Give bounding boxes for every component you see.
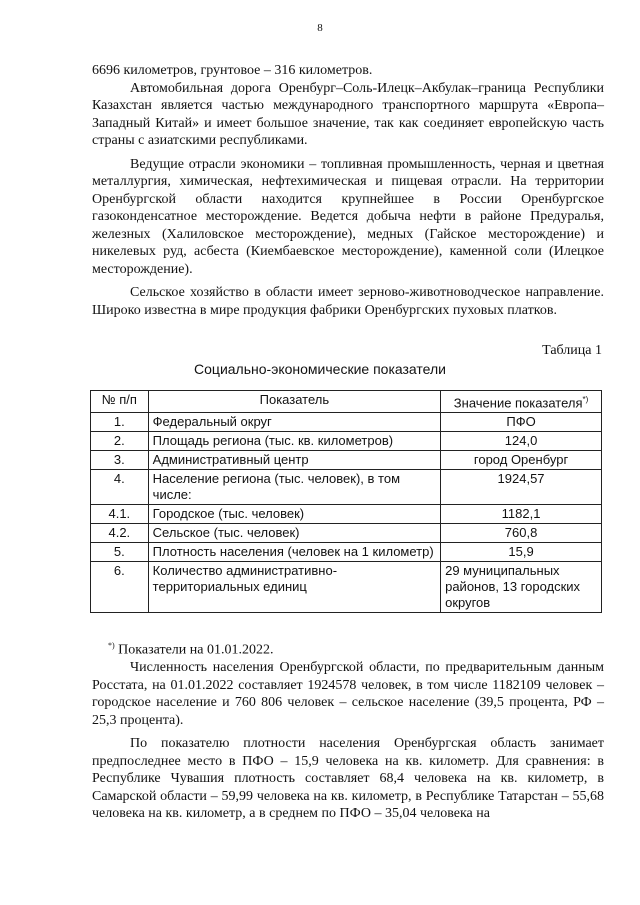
row-indicator: Административный центр — [148, 451, 440, 470]
row-value: 760,8 — [441, 524, 602, 543]
table-header-row — [91, 391, 602, 413]
body-text-bottom — [92, 659, 604, 823]
table-footnote — [108, 641, 273, 659]
paragraph: Ведущие отрасли экономики – топливная промышленность, черная и цветная металлургия, химическая, нефтехимическая и пищевая отрасли. На территории Оренбургской области находится крупнейшее в России Оренбургское газоконденсатное месторождение. Ведется добыча нефти в районе Предуралья, железных (Халиловское месторождение), медных (Гайское месторождение) и никелевых руд, асбеста (Киембаевское месторождение), каменной соли (Илецкое месторождение). — [92, 156, 604, 277]
row-value: 1924,57 — [441, 470, 602, 505]
table-row — [91, 505, 602, 524]
row-num: 4.2. — [91, 524, 149, 543]
row-value: 124,0 — [441, 432, 602, 451]
row-indicator: Городское (тыс. человек) — [148, 505, 440, 524]
row-num: 2. — [91, 432, 149, 451]
table-row — [91, 432, 602, 451]
row-value: 1182,1 — [441, 505, 602, 524]
header-indicator: Показатель — [148, 391, 440, 413]
paragraph: Сельское хозяйство в области имеет зерново-животноводческое направление. Широко известна в мире продукция фабрики Оренбургских пуховых платков. — [92, 285, 604, 318]
page-number: 8 — [317, 22, 323, 34]
paragraph: Численность населения Оренбургской области, по предварительным данным Росстата, на 01.01.2022 составляет 1924578 человек, в том числе 1182109 человек – городское население и 760 806 человек – сельское население (39,5 процента, РФ – 25,3 процента). — [92, 660, 604, 728]
header-value — [441, 391, 602, 413]
row-value: город Оренбург — [441, 451, 602, 470]
body-text-top — [92, 62, 604, 319]
indicators-table — [90, 390, 602, 613]
table-row — [91, 543, 602, 562]
footnote-text: Показатели на 01.01.2022. — [118, 642, 274, 658]
row-num: 6. — [91, 562, 149, 613]
row-num: 3. — [91, 451, 149, 470]
header-value-label: Значение показателя — [453, 395, 583, 411]
row-num: 4.1. — [91, 505, 149, 524]
row-indicator: Плотность населения (человек на 1 километр) — [148, 543, 440, 562]
footnote-mark: *) — [108, 641, 115, 650]
row-value: ПФО — [441, 413, 602, 432]
table-row — [91, 562, 602, 613]
row-value: 29 муниципальных районов, 13 городских округов — [441, 562, 602, 613]
row-num: 5. — [91, 543, 149, 562]
table-row — [91, 413, 602, 432]
table-caption: Таблица 1 — [542, 343, 602, 358]
row-value: 15,9 — [441, 543, 602, 562]
row-indicator: Площадь региона (тыс. кв. километров) — [148, 432, 440, 451]
table-title: Социально-экономические показатели — [194, 361, 446, 377]
row-indicator: Сельское (тыс. человек) — [148, 524, 440, 543]
paragraph: 6696 километров, грунтовое – 316 километров. — [92, 63, 373, 78]
row-indicator: Количество административно-территориальных единиц — [148, 562, 440, 613]
header-num: № п/п — [91, 391, 149, 413]
table-row — [91, 451, 602, 470]
row-indicator: Население региона (тыс. человек), в том числе: — [148, 470, 440, 505]
table-row — [91, 524, 602, 543]
row-num: 4. — [91, 470, 149, 505]
paragraph: По показателю плотности населения Оренбургская область занимает предпоследнее место в ПФО – 15,9 человека на кв. километр. Для сравнения: в Республике Чувашия плотность составляет 68,4 человека на кв. километр, в Самарской области – 59,99 человека на кв. километр, в Республике Татарстан – 55,68 человека на кв. километр, а в среднем по ПФО – 35,04 человека на — [92, 736, 604, 821]
row-num: 1. — [91, 413, 149, 432]
row-indicator: Федеральный округ — [148, 413, 440, 432]
table-row — [91, 470, 602, 505]
paragraph: Автомобильная дорога Оренбург–Соль-Илецк–Акбулак–граница Республики Казахстан является частью международного транспортного маршрута «Европа–Западный Китай» и имеет большое значение, так как соединяет европейскую часть страны с азиатскими республиками. — [92, 80, 604, 148]
footnote-mark: *) — [582, 395, 589, 404]
